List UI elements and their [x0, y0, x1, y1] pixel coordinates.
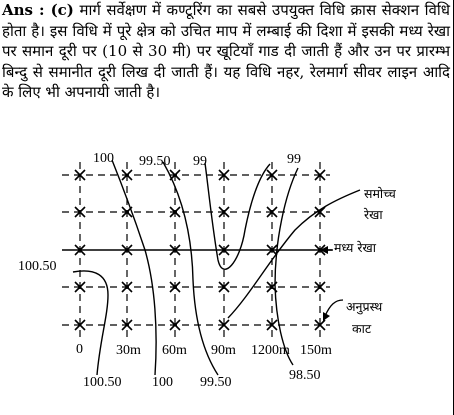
answer-prefix: Ans : (c) — [2, 1, 74, 19]
annotation-contour — [363, 186, 400, 222]
cross-section-leader — [325, 300, 343, 316]
grid-lines — [62, 162, 332, 338]
contour-label-top-1: 100 — [93, 151, 114, 166]
contour-label-bottom-2: 100 — [152, 375, 173, 390]
annotation-center-line: मध्य रेखा — [334, 240, 376, 255]
contour-line-4 — [205, 163, 270, 269]
distance-label-30: 30m — [116, 343, 141, 358]
contour-label-top-4: 99 — [287, 152, 301, 167]
contour-label-top-3: 99 — [193, 154, 207, 169]
distance-label-150: 150m — [300, 343, 332, 358]
contour-label-left: 100.50 — [18, 259, 57, 274]
contour-line-5 — [275, 168, 298, 365]
contour-label-bottom-4: 98.50 — [289, 368, 321, 383]
annotation-cross-section-line1: अनुप्रस्थ — [346, 299, 383, 314]
annotation-cross-section — [346, 299, 386, 336]
answer-body: मार्ग सर्वेक्षण में कण्टूरिंग का सबसे उपयुक्त विधि क्रास सेक्शन विधि होता है। इस विधि में पूरे क्षेत्र को उचित माप में लम्बाई की दिशा में इसकी मध्य रेखा पर समान दूरी पर (10 से 30 मी) पर खूटियाँ गाड दी जाती हैं और उन पर प्रारम्भ बिन्दु से समानीत दूरी लिख दी जाती हैं। यह विधि नहर, रेलमार्ग सीवर लाइन आदि के लिए भी अपनायी जाती है। — [2, 1, 450, 102]
distance-label-0: 0 — [76, 342, 83, 357]
annotation-cross-section-line2: काट — [352, 321, 372, 336]
contour-label-bottom-3: 99.50 — [200, 375, 232, 390]
contour-label-top-2: 99.50 — [139, 154, 171, 169]
center-line-arrowhead — [320, 246, 328, 254]
annotation-contour-line1: समोच्च — [364, 186, 396, 201]
distance-label-90: 90m — [211, 343, 236, 358]
distance-label-60: 60m — [162, 343, 187, 358]
distance-label-1200: 1200m — [251, 343, 290, 358]
annotation-contour-line2: रेखा — [364, 207, 383, 222]
contour-label-bottom-1: 100.50 — [83, 375, 122, 390]
